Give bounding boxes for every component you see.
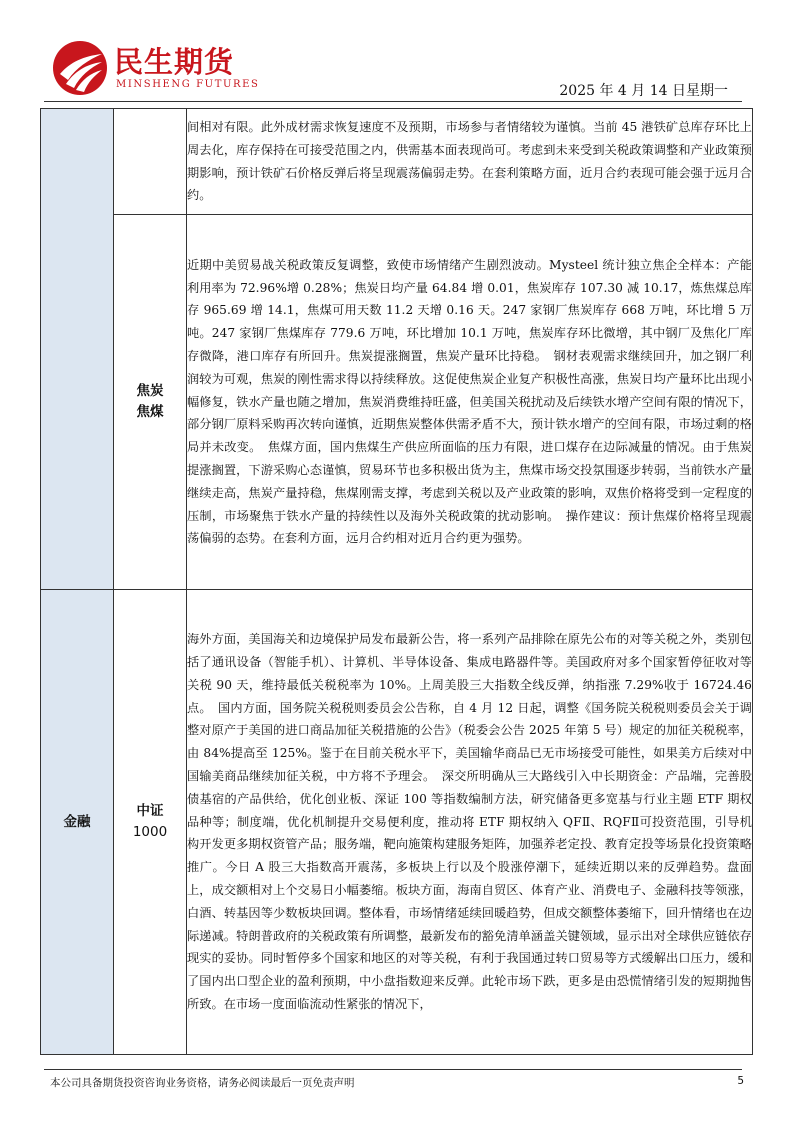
header-divider <box>44 101 742 102</box>
company-name-cn: 民生期货 <box>114 45 235 79</box>
product-label-coking-coal: 焦煤 <box>136 404 164 420</box>
product-label-1000: 1000 <box>132 824 168 840</box>
commentary-cell-iron-ore: 间相对有限。此外成材需求恢复速度不及预期，市场参与者情绪较为谨慎。当前 45 港铁矿总库存环比上周去化，库存保持在可接受范围之内，供需基本面表现尚可。考虑到未来受到关税政策调整和产业政策预期影响，预计铁矿石价格反弹后将呈现震荡偏弱走势。在套利策略方面，近月合约表现可能会强于远月合约。 <box>187 109 753 215</box>
page-header <box>0 0 794 104</box>
commentary-cell-coke-coal: 近期中美贸易战关税政策反复调整，致使市场情绪产生剧烈波动。Mysteel 统计独立焦企全样本：产能利用率为 72.96%增 0.28%；焦炭日均产量 64.84 增 0.01，焦炭库存 107.30 减 10.17，炼焦煤总库存 965.69 增 14.1，焦煤可用天数 11.2 天增 0.16 天。247 家钢厂焦炭库存 668 万吨，环比增 5 万吨。247 家钢厂焦煤库存 779.6 万吨，环比增加 10.1 万吨，焦炭库存环比微增，其中钢厂及焦化厂库存微降，港口库存有所回升。焦炭提涨搁置，焦炭产量环比持稳。 钢材表观需求继续回升，加之钢厂利润较为可观，焦炭的刚性需求得以持续释放。这促使焦炭企业复产积极性高涨，焦炭日均产量环比出现小幅修复，铁水产量也随之增加，焦炭消费维持旺盛，但美国关税扰动及后续铁水增产空间有限的情况下，部分钢厂原料采购再次转向谨慎，近期焦炭整体供需矛盾不大，预计铁水增产的空间有限，市场过剩的格局并未改变。 焦煤方面，国内焦煤生产供应所面临的压力有限，进口煤存在边际减量的情况。由于焦炭提涨搁置，下游采购心态谨慎，贸易环节也多积极出货为主，焦煤市场交投氛围逐步转弱，当前铁水产量继续走高，焦炭产量持稳，焦煤刚需支撑，考虑到关税以及产业政策的影响，双焦价格将受到一定程度的压制，市场聚焦于铁水产量的持续性以及海外关税政策的扰动影响。 操作建议：预计焦煤价格将呈现震荡偏弱的态势。在套利方面，远月合约相对近月合约更为强势。 <box>187 215 753 590</box>
minsheng-logo-icon <box>52 40 108 96</box>
company-name-en: MINSHENG FUTURES <box>116 79 260 90</box>
table-row-iron-ore-continued <box>41 109 753 215</box>
product-label-csi: 中证 <box>136 803 164 819</box>
product-cell-csi1000 <box>114 590 187 1055</box>
footer-divider <box>44 1069 742 1070</box>
product-label-coke: 焦炭 <box>136 383 164 399</box>
product-cell-coke-coal <box>114 215 187 590</box>
report-date: 2025 年 4 月 14 日星期一 <box>559 83 728 99</box>
footer-disclaimer: 本公司具备期货投资咨询业务资格，请务必阅读最后一页免责声明 <box>50 1077 355 1089</box>
table-row-csi1000 <box>41 590 753 1055</box>
page-number: 5 <box>737 1075 744 1087</box>
category-cell-finance <box>41 590 114 1055</box>
commodity-commentary-table <box>40 108 753 1055</box>
table-row-coke-coal <box>41 215 753 590</box>
product-cell-iron-ore <box>114 109 187 215</box>
category-cell-black <box>41 109 114 590</box>
category-label-finance: 金融 <box>63 813 91 830</box>
commentary-cell-csi1000: 海外方面，美国海关和边境保护局发布最新公告，将一系列产品排除在原先公布的对等关税之外，类别包括了通讯设备（智能手机）、计算机、半导体设备、集成电路器件等。美国政府对多个国家暂停征收对等关税 90 天，维持最低关税税率为 10%。上周美股三大指数全线反弹，纳指涨 7.29%收于 16724.46 点。 国内方面，国务院关税税则委员会公告称，自 4 月 12 日起，调整《国务院关税税则委员会关于调整对原产于美国的进口商品加征关税措施的公告》（税委会公告 2025 年第 5 号）规定的加征关税税率，由 84%提高至 125%。鉴于在目前关税水平下，美国输华商品已无市场接受可能性，如果美方后续对中国输美商品继续加征关税，中方将不予理会。 深交所明确从三大路线引入中长期资金：产品端，完善股债基宿的产品供给，优化创业板、深证 100 等指数编制方法，研究储备更多宽基与行业主题 ETF 期权品种等；制度端，优化机制提升交易便利度，推动将 ETF 期权纳入 QFⅡ、RQFⅡ可投资范围，引导机构开发更多期权资管产品；服务端，靶向施策构建服务矩阵，加强养老定投、教育定投等场景化投资策略推广。今日 A 股三大指数高开震荡，多板块上行以及个股涨停潮下，延续近期以来的反弹趋势。盘面上，成交额相对上个交易日小幅萎缩。板块方面，海南自贸区、体育产业、消费电子、金融科技等领涨，白酒、转基因等少数板块回调。整体看，市场情绪延续回暖趋势，但成交额整体萎缩下，回升情绪也在边际递减。特朗普政府的关税政策有所调整，最新发布的豁免清单涵盖关键领域，显示出对全球供应链依存现实的妥协。同时暂停多个国家和地区的对等关税，有利于我国通过转口贸易等方式缓解出口压力，缓和了国内出口型企业的盈利预期，中小盘指数迎来反弹。此轮市场下跌，更多是由恐慌情绪引发的短期抛售所致。在市场一度面临流动性紧张的情况下， <box>187 590 753 1055</box>
